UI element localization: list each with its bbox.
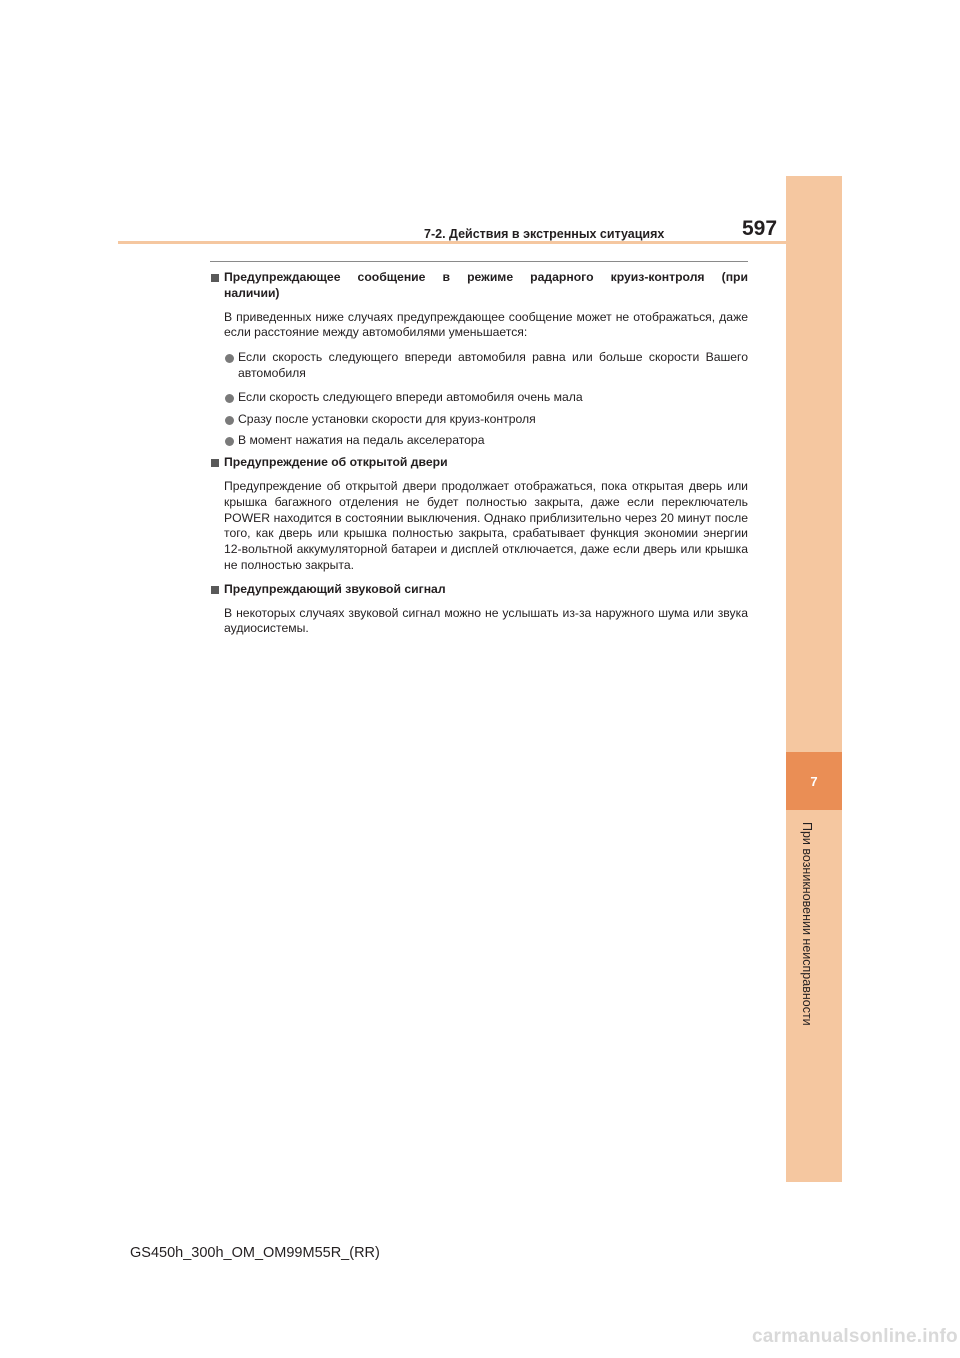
chapter-number-tab: 7 — [786, 752, 842, 810]
circle-bullet-icon — [225, 354, 234, 363]
chapter-title-vertical: При возникновении неисправности — [800, 822, 814, 1026]
page-content — [211, 270, 748, 637]
square-bullet-icon — [211, 459, 219, 467]
paragraph-buzzer: В некоторых случаях звуковой сигнал можно не услышать из-за наружного шума или звука аудиосистемы. — [224, 605, 748, 636]
watermark: carmanualsonline.info — [752, 1326, 958, 1347]
list-item: Если скорость следующего впереди автомобиля очень мала — [211, 390, 748, 406]
content-divider — [210, 261, 748, 262]
paragraph-radar-intro: В приведенных ниже случаях предупреждающее сообщение может не отображаться, даже если расстояние между автомобилями уменьшается: — [224, 309, 748, 340]
circle-bullet-icon — [225, 416, 234, 425]
section-title: 7-2. Действия в экстренных ситуациях — [424, 227, 665, 241]
section-heading-buzzer: Предупреждающий звуковой сигнал — [211, 582, 748, 598]
document-code: GS450h_300h_OM_OM99M55R_(RR) — [130, 1245, 380, 1261]
circle-bullet-icon — [225, 394, 234, 403]
list-item: В момент нажатия на педаль акселератора — [211, 433, 748, 449]
section-heading-door-warning: Предупреждение об открытой двери — [211, 455, 748, 471]
square-bullet-icon — [211, 274, 219, 282]
side-color-band — [786, 176, 842, 1182]
header-rule — [118, 241, 786, 244]
list-item: Сразу после установки скорости для круиз-контроля — [211, 412, 748, 428]
page-number: 597 — [742, 217, 778, 240]
circle-bullet-icon — [225, 437, 234, 446]
section-heading-radar-warning: Предупреждающее сообщение в режиме радарного круиз-контроля (при наличии) — [211, 270, 748, 302]
square-bullet-icon — [211, 586, 219, 594]
paragraph-door-warning: Предупреждение об открытой двери продолжает отображаться, пока открытая дверь или крышка багажного отделения не будет полностью закрыта, даже если переключатель POWER находится в состоянии выключения. Однако приблизительно через 20 минут после того, как дверь или крышка полностью закрыта, срабатывает функция экономии энергии 12-вольтной аккумуляторной батареи и дисплей отключается, даже если дверь или крышка не полностью закрыта. — [224, 478, 748, 572]
list-item: Если скорость следующего впереди автомобиля равна или больше скорости Вашего автомобиля — [211, 350, 748, 382]
